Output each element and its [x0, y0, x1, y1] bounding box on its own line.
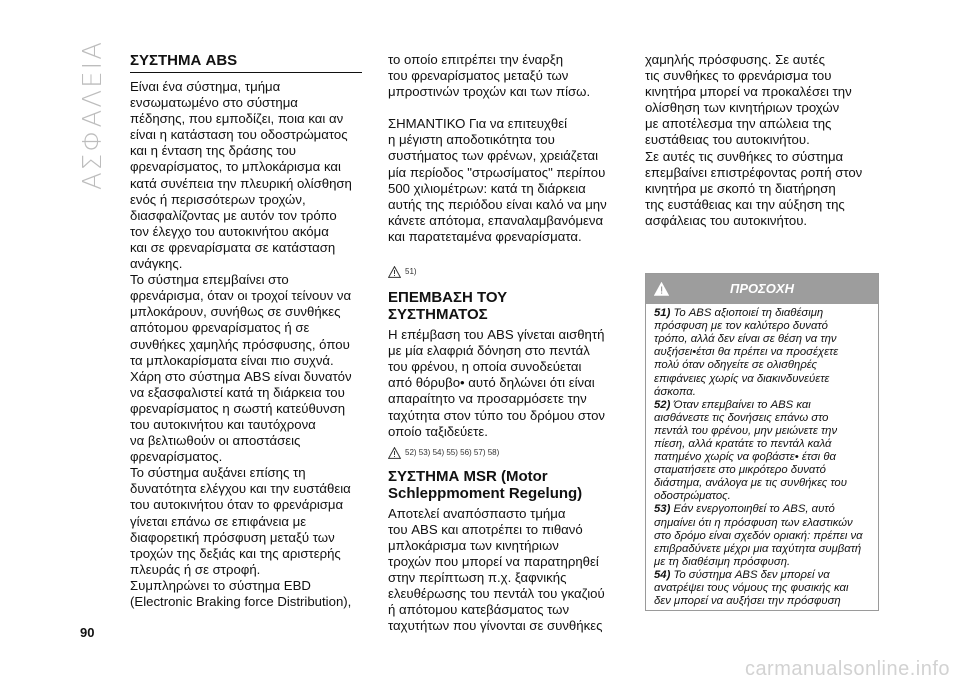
caution-line — [654, 530, 872, 543]
caution-text: δεν μπορεί να αυξήσει την πρόσφυση — [654, 595, 841, 608]
text-line: Το σύστημα επεμβαίνει στο — [130, 272, 289, 288]
text-line: μία περίοδος "στρωσίματος" περίπου — [388, 164, 606, 180]
text-line: Σε αυτές τις συνθήκες το σύστημα — [645, 148, 844, 164]
caution-text: ανατρέψει τους νόμους της φυσικής και — [654, 582, 849, 594]
page-number: 90 — [80, 625, 95, 640]
caution-line — [654, 333, 872, 346]
text-line: του αυτοκινήτου και ταυτόχρονα — [130, 416, 316, 432]
text-line: της ευστάθειας και την αύξηση της — [645, 196, 845, 212]
warning-reference-numbers-2: 52) 53) 54) 55) 56) 57) 58) — [405, 447, 500, 457]
caution-text: Το σύστημα ABS δεν μπορεί να — [673, 568, 830, 581]
text-line: απότομου φρεναρίσματος ή σε — [130, 320, 310, 336]
text-line: ΣΗΜΑΝΤΙΚΟ Για να επιτευχθεί — [388, 116, 568, 132]
text-line: κάνετε απότομα, επαναλαμβανόμενα — [388, 212, 604, 228]
caution-line — [654, 503, 872, 516]
caution-text: οδοστρώματος. — [654, 490, 731, 503]
intervention-body-text — [388, 327, 610, 440]
text-line: επεμβαίνει επιστρέφοντας ροπή στον — [645, 164, 863, 180]
caution-text: σταματήσετε στο μικρότερο δυνατό — [654, 464, 826, 477]
caution-line — [654, 582, 872, 595]
warning-reference-numbers: 51) — [405, 266, 417, 276]
text-line: οποίο ταξιδεύετε. — [388, 423, 488, 439]
text-line: Η επέμβαση του ABS γίνεται αισθητή — [388, 327, 605, 343]
caution-line — [654, 464, 872, 477]
watermark: carmanualsonline.info — [744, 658, 950, 680]
caution-line — [654, 490, 872, 503]
text-line: τον έλεγχο του αυτοκινήτου ακόμα — [130, 223, 329, 239]
caution-item-number: 52) — [654, 398, 671, 411]
text-line: Είναι ένα σύστημα, τμήμα — [130, 79, 281, 94]
text-line: είναι η κατάσταση του οδοστρώματος — [130, 127, 348, 143]
column-msr-caution — [645, 52, 877, 611]
section-side-tab — [78, 40, 108, 190]
caution-line — [654, 517, 872, 530]
caution-text: αυξήσει•έτσι θα πρέπει να προσέχετε — [654, 346, 839, 359]
text-line: τροχών της δεξιάς και της αριστερής — [130, 545, 341, 561]
caution-line — [654, 373, 872, 386]
caution-line — [654, 451, 872, 464]
text-line: 500 χιλιομέτρων: κατά τη διάρκεια — [388, 180, 586, 196]
caution-text: πατημένο χωρίς να φοβάστε• έτσι θα — [654, 451, 836, 464]
text-line: γίνεται επάνω σε επιφάνεια με — [130, 513, 307, 529]
text-line: να εξασφαλιστεί κατά τη διάρκεια του — [130, 384, 345, 400]
caution-text: σημαίνει ότι η πρόσφυση των ελαστικών — [654, 516, 853, 529]
text-line: με μία ελαφριά δόνηση στο πεντάλ — [388, 343, 590, 359]
msr-section-title-line2: Schleppmoment Regelung) — [388, 484, 583, 502]
text-line: του αυτοκινήτου όταν το φρενάρισμα — [130, 497, 344, 513]
text-line: και η ένταση της δράσης του — [130, 143, 296, 159]
text-line: πλευράς ή σε στροφή. — [130, 561, 261, 577]
text-line: κατά συνέπεια την πλευρική ολίσθηση — [130, 175, 352, 191]
caution-item-number: 54) — [654, 568, 671, 581]
caution-text: πρόσφυση με τον καλύτερο δυνατό — [654, 320, 828, 333]
text-line: ελευθέρωσης του πεντάλ του γκαζιού — [388, 586, 605, 602]
warning-reference-2 — [388, 446, 610, 460]
caution-text: άσκοπα. — [654, 385, 696, 398]
text-line: ευστάθειας του αυτοκινήτου. — [645, 132, 810, 148]
important-note-text — [388, 116, 610, 245]
text-line: το οποίο επιτρέπει την έναρξη — [388, 52, 564, 67]
msr-body-text — [388, 506, 610, 635]
text-line: αυτής της περιόδου είναι καλό να μην — [388, 196, 607, 212]
caution-text: πολύ όταν οδηγείτε σε ολισθηρές — [654, 359, 817, 372]
caution-line — [654, 543, 872, 556]
caution-text: διάστημα, ανάλογα με τις συνθήκες του — [654, 477, 847, 490]
caution-text: Εάν ενεργοποιηθεί το ABS, αυτό — [673, 503, 835, 516]
text-line: χαμηλής πρόσφυσης. Σε αυτές — [645, 52, 826, 67]
caution-text: Το ABS αξιοποιεί τη διαθέσιμη — [673, 307, 824, 320]
text-line: ολίσθηση των κινητήριων τροχών — [645, 100, 840, 116]
caution-header — [646, 274, 878, 304]
text-line: τις συνθήκες το φρενάρισμα του — [645, 68, 832, 84]
caution-line — [654, 399, 872, 412]
text-line: φρεναρίσματος η σωστή κατεύθυνση — [130, 400, 346, 416]
caution-line — [654, 569, 872, 582]
text-line: μπλοκάρουν, συνήθως σε συνθήκες — [130, 304, 341, 320]
caution-line — [654, 307, 872, 320]
caution-text: πεντάλ του φρένου, μην μειώνετε την — [654, 424, 838, 437]
caution-text: επιφάνειες χωρίς να διακινδυνεύετε — [654, 372, 830, 385]
msr-section-title-line1: ΣΥΣΤΗΜΑ MSR (Motor — [388, 467, 548, 485]
text-line: συνθήκες χαμηλής πρόσφυσης, όπου — [130, 336, 350, 352]
warning-triangle-icon — [388, 447, 401, 459]
text-line: ή απότομου κατεβάσματος των — [388, 602, 570, 618]
caution-line — [654, 412, 872, 425]
text-line: Συμπληρώνει το σύστημα EBD — [130, 577, 311, 593]
caution-text: επιβραδύνετε μέχρι μια ταχύτητα συμβατή — [654, 542, 862, 555]
caution-line — [654, 386, 872, 399]
warning-reference — [388, 265, 610, 279]
text-line: φρεναρίσματος, το μπλοκάρισμα και — [130, 159, 341, 175]
abs-section-title: ΣΥΣΤΗΜΑ ABS — [130, 52, 362, 73]
caution-item-number: 53) — [654, 503, 671, 516]
text-line: από θόρυβο• αυτό δηλώνει ότι είναι — [388, 375, 595, 391]
intervention-section-title: ΕΠΕΜΒΑΣΗ ΤΟΥ ΣΥΣΤΗΜΑΤΟΣ — [388, 289, 508, 324]
text-line: του φρένου, η οποία συνοδεύεται — [388, 359, 582, 375]
text-line: τροχών που μπορεί να παρατηρηθεί — [388, 553, 599, 569]
caution-title: ΠΡΟΣΟΧΗ — [730, 280, 794, 296]
side-tab-label: ΑΣΦΑΛΕΙΑ — [78, 39, 109, 191]
text-line: Το σύστημα αυξάνει επίσης τη — [130, 465, 306, 481]
text-line: ενσωματωμένο στο σύστημα — [130, 95, 298, 111]
text-line: ανάγκης. — [130, 256, 183, 272]
text-line: φρενάρισμα, όταν οι τροχοί τείνουν να — [130, 288, 352, 304]
text-line: διασφαλίζοντας με αυτόν τον τρόπο — [130, 207, 337, 223]
caution-line — [654, 320, 872, 333]
caution-line — [654, 346, 872, 359]
text-line: τα μπλοκαρίσματα είναι πιο συχνά. — [130, 352, 334, 368]
text-line: διαφορετική πρόσφυση μεταξύ των — [130, 529, 335, 545]
caution-text: τρόπο, αλλά δεν είναι σε θέση να την — [654, 333, 837, 346]
ebd-continuation-text — [388, 52, 610, 100]
text-line: η μέγιστη αποδοτικότητα του — [388, 132, 555, 148]
text-line: του ABS και αποτρέπει το πιθανό — [388, 521, 583, 537]
text-line: με αποτέλεσμα την απώλεια της — [645, 116, 832, 132]
caution-line — [654, 595, 872, 608]
text-line: ταχυτήτων που γίνονται σε συνθήκες — [388, 618, 603, 634]
text-line: πέδησης, που εμποδίζει, ποια και αν — [130, 111, 344, 127]
caution-text: Όταν επεμβαίνει το ABS και — [673, 398, 811, 411]
abs-body-text — [130, 79, 362, 610]
text-line: στην περίπτωση π.χ. ξαφνικής — [388, 570, 567, 586]
text-line: ασφάλειας του αυτοκινήτου. — [645, 212, 808, 228]
text-line: δυνατότητα ελέγχου και την ευστάθεια — [130, 481, 351, 497]
text-line: κινητήρα με σκοπό τη διατήρηση — [645, 180, 836, 196]
caution-text: αισθάνεστε τις δονήσεις επάνω στο — [654, 411, 829, 424]
text-line: και παρατεταμένα φρεναρίσματα. — [388, 228, 582, 244]
text-line: (Electronic Braking force Distribution), — [130, 594, 352, 609]
text-line: ταχύτητα στον τύπο του δρόμου στον — [388, 407, 606, 423]
caution-text: με τη διαθέσιμη πρόσφυση. — [654, 555, 791, 568]
text-line: μπλοκάρισμα των κινητήριων — [388, 537, 559, 553]
caution-line — [654, 425, 872, 438]
msr-continuation-text — [645, 52, 877, 229]
text-line: κινητήρα μπορεί να προκαλέσει την — [645, 84, 852, 100]
caution-box — [645, 273, 879, 611]
text-line: συστήματος των φρένων, χρειάζεται — [388, 148, 599, 164]
column-intervention — [388, 52, 610, 634]
column-abs — [130, 52, 362, 610]
text-line: ενός ή περισσότερων τροχών, — [130, 191, 306, 207]
caution-line — [654, 438, 872, 451]
caution-item-number: 51) — [654, 307, 671, 320]
text-line: φρεναρίσματος. — [130, 449, 223, 465]
caution-text: πίεση, αλλά κρατάτε το πεντάλ καλά — [654, 437, 832, 450]
warning-triangle-icon — [388, 266, 401, 278]
text-line: και σε φρεναρίσματα σε κατάσταση — [130, 239, 336, 255]
caution-line — [654, 359, 872, 372]
text-line: απαραίτητο να προσαρμόσετε την — [388, 391, 587, 407]
caution-text: στο δρόμο είναι σχεδόν οριακή: πρέπει να — [654, 529, 863, 542]
caution-body — [646, 304, 878, 610]
text-line: μπροστινών τροχών και των πίσω. — [388, 84, 591, 100]
text-line: Χάρη στο σύστημα ABS είναι δυνατόν — [130, 368, 352, 384]
caution-line — [654, 556, 872, 569]
caution-line — [654, 477, 872, 490]
warning-triangle-icon — [654, 282, 669, 296]
text-line: του φρεναρίσματος μεταξύ των — [388, 68, 569, 84]
text-line: να βελτιωθούν οι αποστάσεις — [130, 433, 301, 449]
text-line: Αποτελεί αναπόσπαστο τμήμα — [388, 505, 566, 521]
